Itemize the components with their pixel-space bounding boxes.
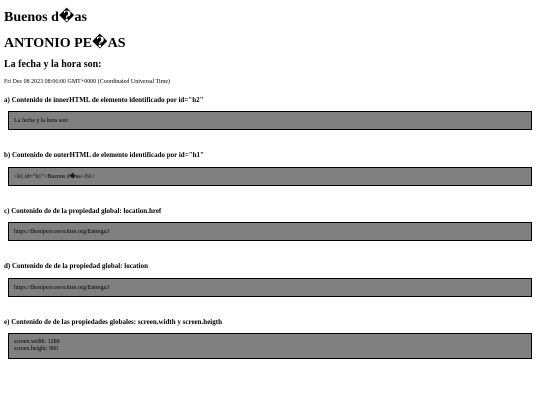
section-d-line: https://thonipero.neocities.org/Entrega3 (14, 285, 110, 291)
section-d-label: d) Contenido de de la propiedad global: location (4, 262, 148, 270)
section-a-label: a) Contenido de innerHTML de elemento identificado por id="h2" (4, 96, 204, 104)
section-c-label: c) Contenido de de la propiedad global: location.href (4, 207, 162, 215)
section-e-line-height: screen.height: 960 (14, 346, 58, 352)
section-b-line: <h1 id="h1">Buenos d�as</h1> (14, 174, 96, 180)
name-heading: ANTONIO PE�AS (4, 36, 126, 51)
section-c-line: https://thonipero.neocities.org/Entrega3 (14, 229, 110, 235)
greeting-heading: Buenos d�as (4, 10, 87, 25)
date-value: Fri Dec 08 2023 08:06:00 GMT+0000 (Coordinated Universal Time) (4, 79, 171, 85)
section-e-label: e) Contenido de de las propiedades globales: screen.width y screen.heigth (4, 318, 222, 326)
section-e-line-width: screen.width: 1280 (14, 339, 60, 345)
date-heading: La fecha y la hora son: (4, 59, 102, 70)
section-a-box (8, 111, 532, 130)
section-c-box (8, 222, 532, 241)
section-e-box (8, 333, 532, 359)
section-a-line: La fecha y la hora son: (14, 118, 69, 124)
section-d-box (8, 278, 532, 297)
section-b-label: b) Contenido de outerHTML de elemento identificado por id="h1" (4, 151, 204, 159)
section-b-box (8, 167, 532, 186)
